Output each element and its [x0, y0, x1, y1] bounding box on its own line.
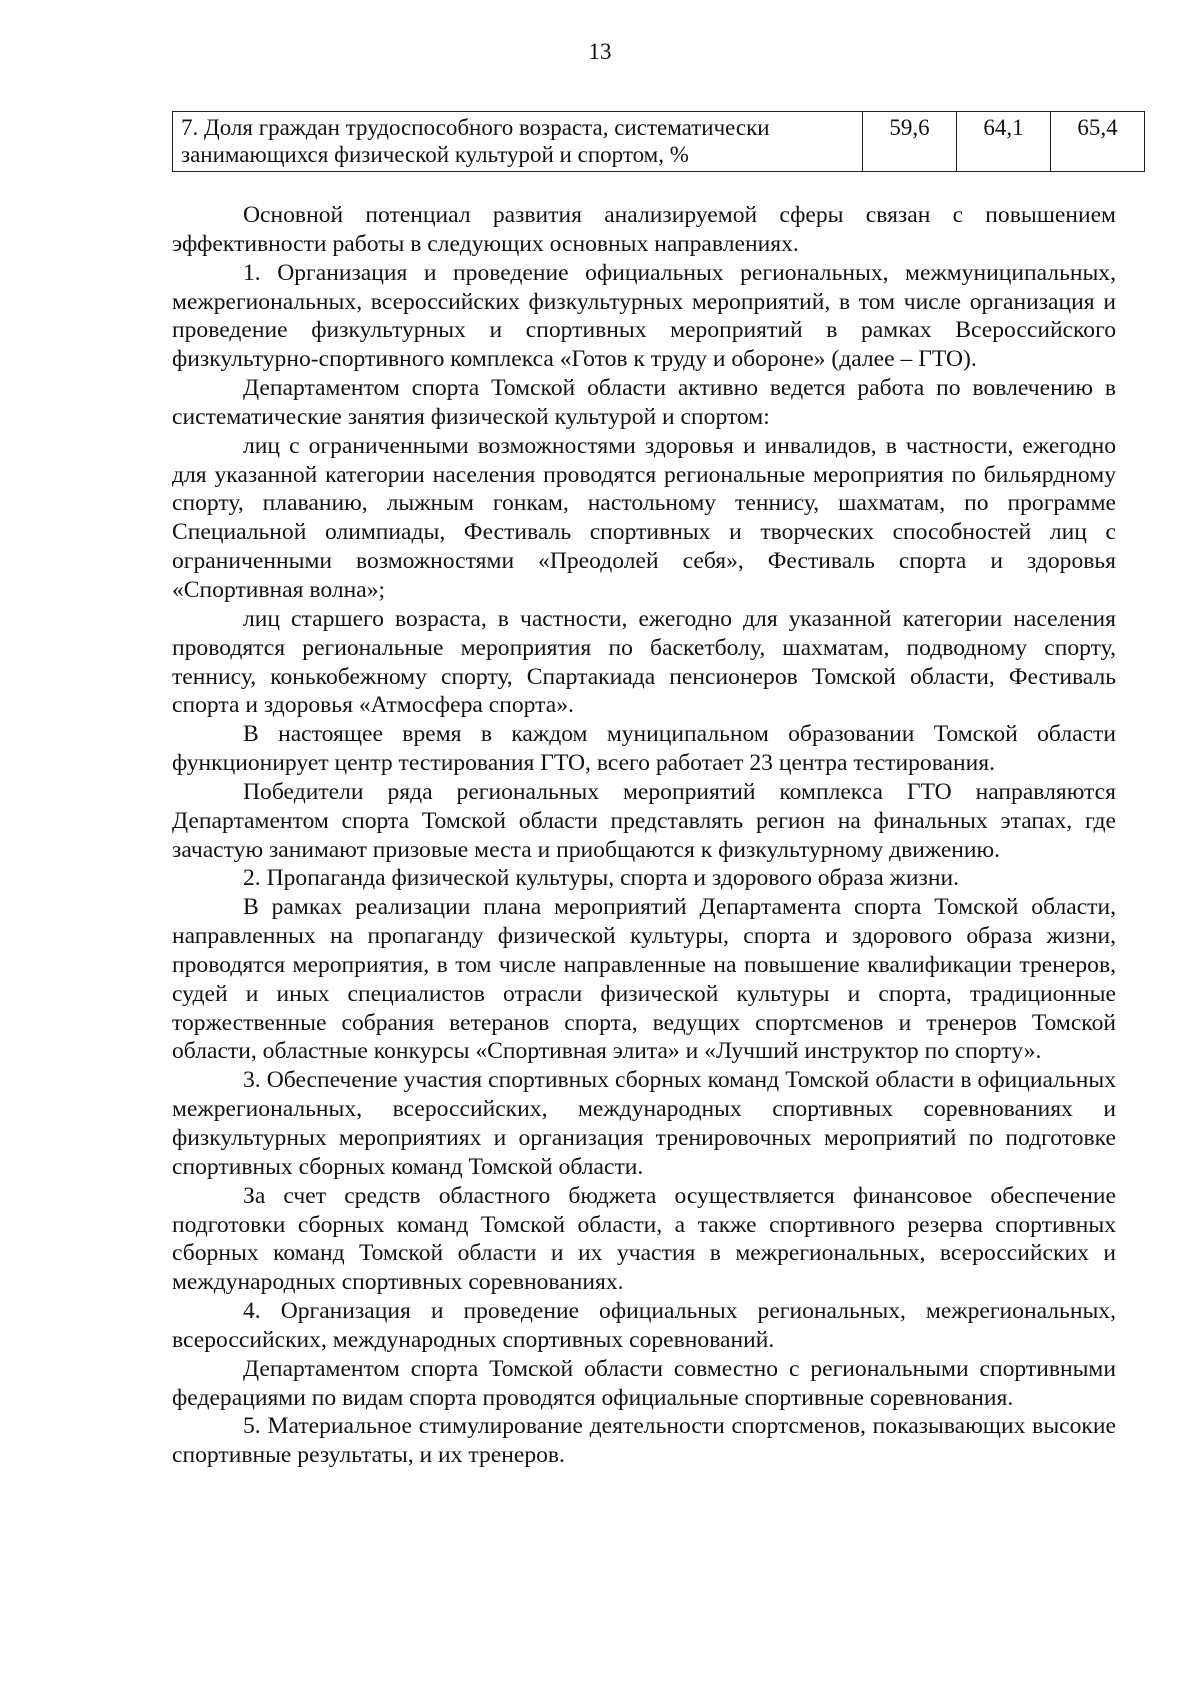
paragraph: Победители ряда региональных мероприятий комплекса ГТО направляются Департаментом спорта Томской области представлять регион на финальных этапах, где зачастую занимают призовые места и приобщаются к физкультурному движению.: [172, 778, 1116, 863]
paragraph: 5. Материальное стимулирование деятельности спортсменов, показывающих высокие спортивные результаты, и их тренеров.: [172, 1413, 1116, 1469]
indicator-value-cell: 59,6: [863, 112, 957, 172]
body-text: [172, 201, 1116, 1470]
paragraph: Департаментом спорта Томской области совместно с региональными спортивными федерациями по видам спорта проводятся официальные спортивные соревнования.: [172, 1355, 1116, 1411]
indicator-value-cell: 64,1: [957, 112, 1051, 172]
paragraph: 1. Организация и проведение официальных региональных, межмуниципальных, межрегиональных, всероссийских физкультурных мероприятий, в том числе организация и проведение физкультурных и спортивных мероприятий в рамках Всероссийского физкультурно-спортивного комплекса «Готов к труду и обороне» (далее – ГТО).: [172, 259, 1116, 373]
paragraph: 4. Организация и проведение официальных региональных, межрегиональных, всероссийских, международных спортивных соревнований.: [172, 1298, 1116, 1353]
paragraph: В рамках реализации плана мероприятий Департамента спорта Томской области, направленных на пропаганду физической культуры, спорта и здорового образа жизни, проводятся мероприятия, в том числе направленные на повышение квалификации тренеров, судей и иных специалистов отрасли физической культуры и спорта, традиционные торжественные собрания ветеранов спорта, ведущих спортсменов и тренеров Томской области, областные конкурсы «Спортивная элита» и «Лучший инструктор по спорту».: [172, 894, 1116, 1065]
paragraph: Департаментом спорта Томской области активно ведется работа по вовлечению в систематические занятия физической культурой и спортом:: [172, 375, 1116, 430]
paragraph: Основной потенциал развития анализируемой сферы связан с повышением эффективности работы в следующих основных направлениях.: [172, 202, 1116, 257]
paragraph: лиц старшего возраста, в частности, ежегодно для указанной категории населения проводятся региональные мероприятия по баскетболу, шахматам, подводному спорту, теннису, конькобежному спорту, Спартакиада пенсионеров Томской области, Фестиваль спорта и здоровья «Атмосфера спорта».: [172, 605, 1116, 719]
indicator-value-cell: 65,4: [1051, 112, 1145, 172]
indicator-name-cell: 7. Доля граждан трудоспособного возраста, систематически занимающихся физической культурой и спортом, %: [173, 112, 863, 172]
paragraph: В настоящее время в каждом муниципальном образовании Томской области функционирует центр тестирования ГТО, всего работает 23 центра тестирования.: [172, 721, 1116, 777]
paragraph: лиц с ограниченными возможностями здоровья и инвалидов, в частности, ежегодно для указанной категории населения проводятся региональные мероприятия по бильярдному спорту, плаванию, лыжным гонкам, настольному теннису, шахматам, по программе Специальной олимпиады, Фестиваль спортивных и творческих способностей лиц с ограниченными возможностями «Преодолей себя», Фестиваль спорта и здоровья «Спортивная волна»;: [172, 432, 1116, 603]
page-number: 13: [588, 39, 612, 64]
indicator-table: [172, 111, 1145, 172]
paragraph: 3. Обеспечение участия спортивных сборных команд Томской области в официальных межрегиональных, всероссийских, международных спортивных соревнованиях и физкультурных мероприятиях и организация тренировочных мероприятий по подготовке спортивных сборных команд Томской области.: [172, 1067, 1116, 1180]
table-row: [173, 112, 1145, 172]
paragraph: 2. Пропаганда физической культуры, спорта и здорового образа жизни.: [243, 865, 959, 892]
paragraph: За счет средств областного бюджета осуществляется финансовое обеспечение подготовки сборных команд Томской области, а также спортивного резерва спортивных сборных команд Томской области и их участия в межрегиональных, всероссийских и международных спортивных соревнованиях.: [172, 1182, 1116, 1296]
